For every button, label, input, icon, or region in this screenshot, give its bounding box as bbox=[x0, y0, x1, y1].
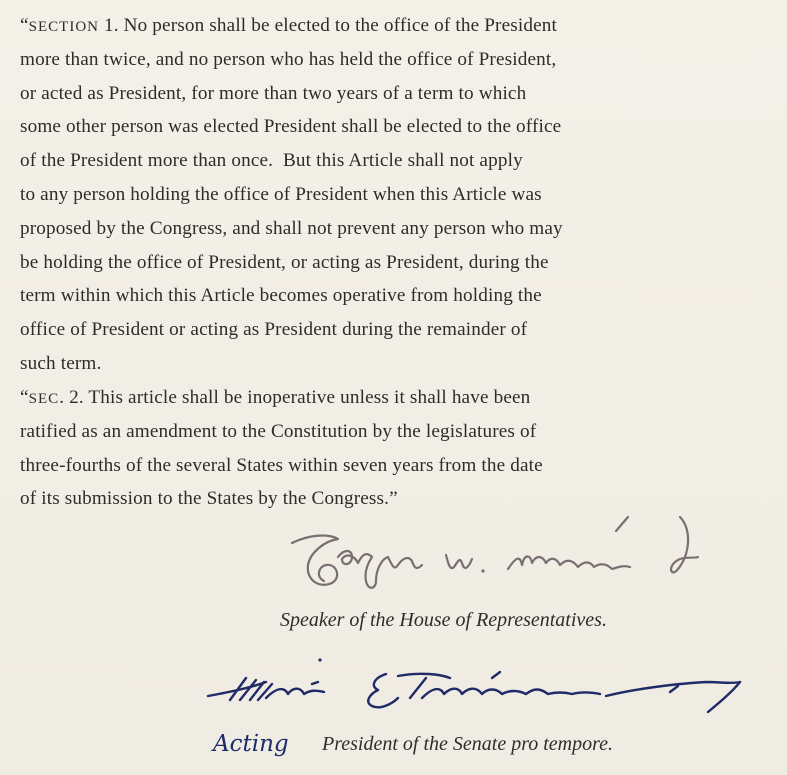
section-1-line: more than twice, and no person who has held the office of President, bbox=[20, 48, 557, 70]
handwritten-acting: Acting bbox=[213, 731, 289, 757]
section-heading: SEC bbox=[28, 391, 60, 407]
section-1-paragraph bbox=[20, 9, 720, 381]
section-1-line bbox=[20, 9, 720, 43]
line-text: 1. No person shall be elected to the office of the President bbox=[99, 15, 557, 36]
section-1-line: of the President more than once. But this Article shall not apply bbox=[20, 150, 523, 172]
section-2-line bbox=[20, 381, 720, 415]
section-2-line: of its submission to the States by the Congress.” bbox=[20, 488, 398, 510]
section-2-paragraph bbox=[20, 381, 720, 516]
section-1-line: some other person was elected President shall be elected to the office bbox=[20, 116, 562, 138]
speaker-handwritten-signature bbox=[280, 505, 720, 605]
speaker-caption: Speaker of the House of Representatives. bbox=[280, 609, 607, 631]
section-2-line: ratified as an amendment to the Constitution by the legislatures of bbox=[20, 420, 537, 442]
section-1-line: term within which this Article becomes operative from holding the bbox=[20, 285, 542, 307]
section-2-line: three-fourths of the several States within seven years from the date bbox=[20, 454, 543, 476]
section-heading: SECTION bbox=[28, 19, 100, 35]
senate-handwritten-signature bbox=[200, 652, 770, 730]
line-text: . 2. This article shall be inoperative unless it shall have been bbox=[59, 387, 531, 408]
section-1-line: be holding the office of President, or acting as President, during the bbox=[20, 251, 549, 273]
open-quote: “ bbox=[20, 15, 29, 36]
section-1-line: such term. bbox=[20, 352, 102, 374]
senate-caption: President of the Senate pro tempore. bbox=[322, 733, 614, 755]
section-1-line: proposed by the Congress, and shall not prevent any person who may bbox=[20, 217, 563, 239]
section-1-line: to any person holding the office of President when this Article was bbox=[20, 183, 542, 205]
section-1-line: or acted as President, for more than two years of a term to which bbox=[20, 82, 527, 104]
section-1-line: office of President or acting as President during the remainder of bbox=[20, 319, 528, 341]
open-quote: “ bbox=[20, 387, 29, 408]
